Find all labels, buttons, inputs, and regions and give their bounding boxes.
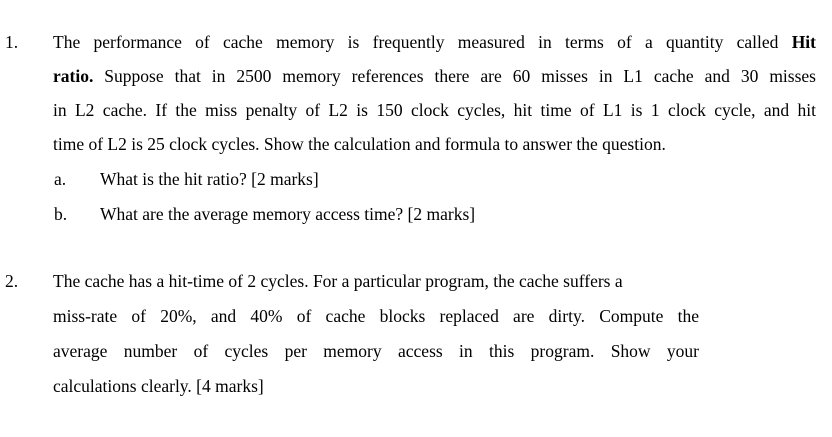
question-number: 2.	[5, 271, 19, 291]
question-text-line: ratio. Suppose that in 2500 memory references there are 60 misses in L1 cache and 30 misses	[53, 66, 816, 86]
question-text-line: time of L2 is 25 clock cycles. Show the calculation and formula to answer the question.	[53, 134, 666, 154]
question-text-line: The cache has a hit-time of 2 cycles. For a particular program, the cache suffers a	[53, 271, 623, 291]
subpart-text: What is the hit ratio? [2 marks]	[100, 169, 319, 189]
subpart-letter: b.	[54, 204, 68, 224]
question-text-line: The performance of cache memory is frequently measured in terms of a quantity called Hit	[53, 32, 816, 52]
subpart-letter: a.	[54, 169, 67, 189]
question-text-line: miss-rate of 20%, and 40% of cache blocks replaced are dirty. Compute the	[53, 306, 699, 326]
question-number: 1.	[5, 32, 19, 52]
question-text-line: average number of cycles per memory access in this program. Show your	[53, 341, 699, 361]
subpart-text: What are the average memory access time? [2 marks]	[100, 204, 476, 224]
question-text-line: calculations clearly. [4 marks]	[53, 376, 264, 396]
question-text-line: in L2 cache. If the miss penalty of L2 is 150 clock cycles, hit time of L1 is 1 clock cycle, and hit	[53, 100, 816, 120]
